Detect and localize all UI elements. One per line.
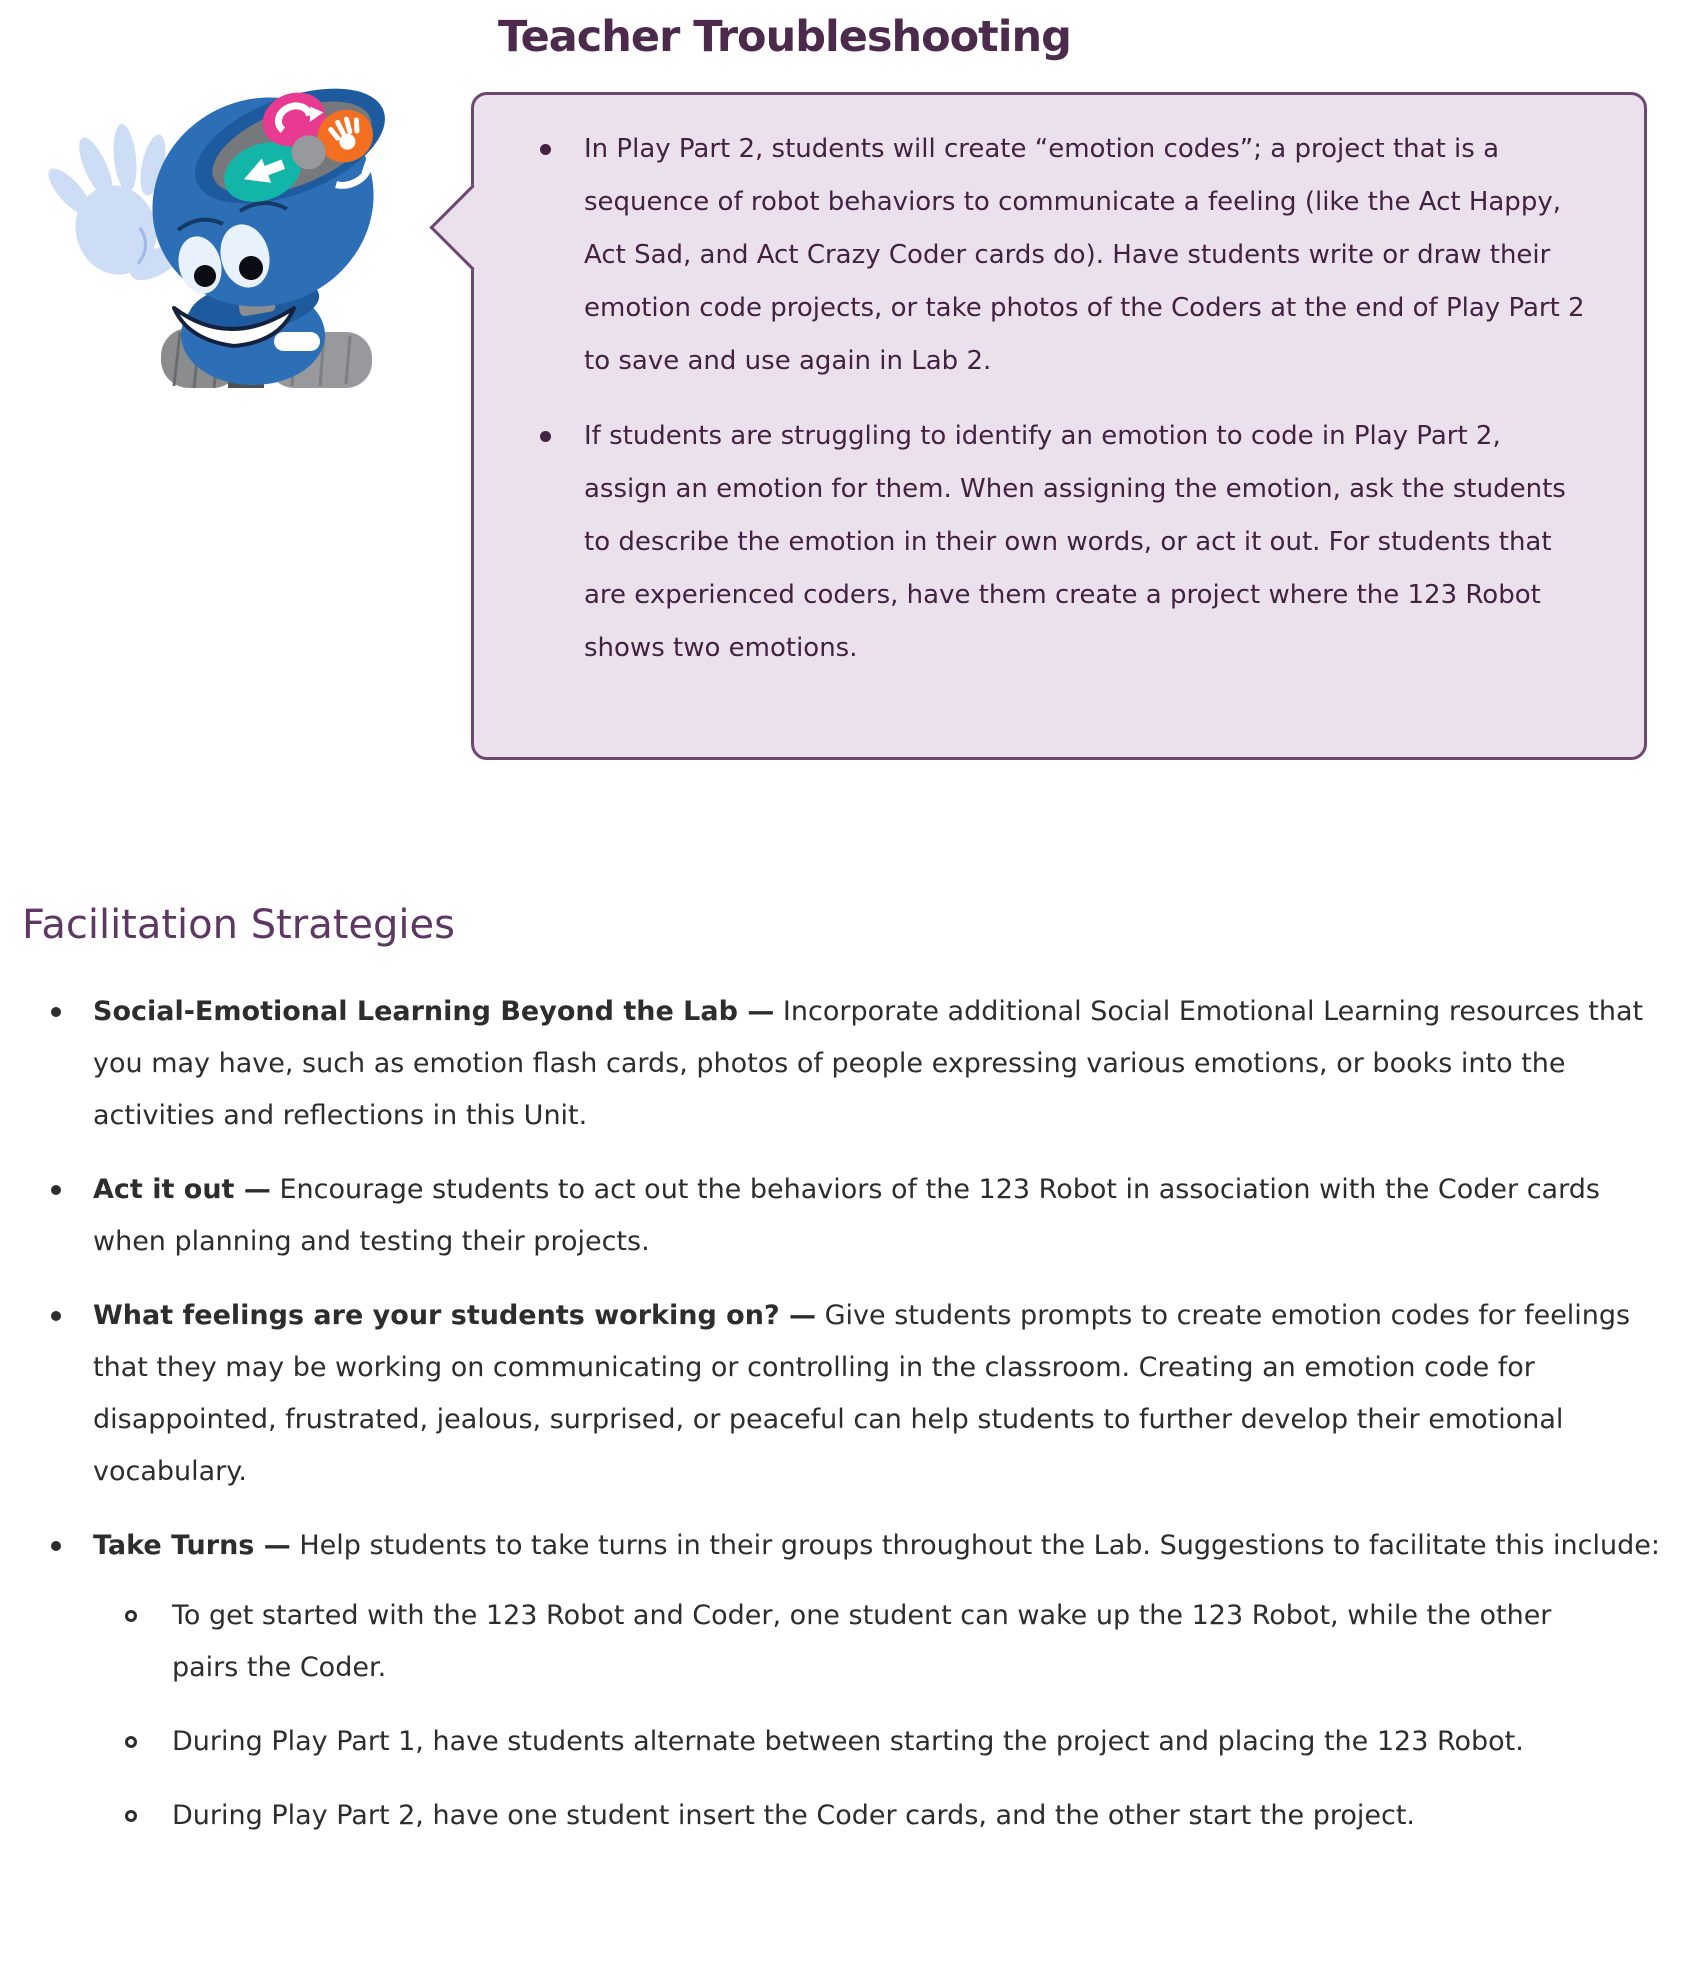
strategy-item [0, 1290, 1664, 1498]
123-robot-icon [28, 80, 413, 395]
strategy-text: Encourage students to act out the behaviors of the 123 Robot in association with the Coder cards when planning and testing their projects. [93, 1174, 1600, 1257]
speech-bubble-item [474, 410, 1586, 675]
strategy-lead: Take Turns — [93, 1530, 291, 1561]
strategy-item [0, 1520, 1664, 1842]
bubble-text: If students are struggling to identify an emotion to code in Play Part 2, assign an emotion for them. When assigning the emotion, ask the students to describe the emotion in their own words, or act it out. For students that are experienced coders, have them create a project where the 123 Robot shows two emotions. [584, 421, 1566, 663]
strategy-text: Incorporate additional Social Emotional Learning resources that you may have, such as emotion flash cards, photos of people expressing various emotions, or books into the activities and reflections in this Unit. [93, 996, 1644, 1131]
bubble-text: In Play Part 2, students will create “emotion codes”; a project that is a sequence of robot behaviors to communicate a feeling (like the Act Happy, Act Sad, and Act Crazy Coder cards do). Have students write or draw their emotion code projects, or take photos of the Coders at the end of Play Part 2 to save and use again in Lab 2. [584, 134, 1585, 376]
page-title: Teacher Troubleshooting [498, 12, 1071, 62]
strategy-lead: Act it out — [93, 1174, 271, 1205]
strategy-text: Help students to take turns in their groups throughout the Lab. Suggestions to facilitate this include: [290, 1530, 1660, 1561]
sub-strategy-item: During Play Part 2, have one student insert the Coder cards, and the other start the project. [93, 1790, 1664, 1842]
speech-bubble-item [474, 123, 1586, 388]
sub-strategy-item: During Play Part 1, have students alternate between starting the project and placing the 123 Robot. [93, 1716, 1664, 1768]
strategy-item [0, 1164, 1664, 1268]
strategy-item [0, 986, 1664, 1142]
strategy-lead: Social-Emotional Learning Beyond the Lab — [93, 996, 775, 1027]
section-heading: Facilitation Strategies [22, 902, 455, 948]
robot-head [119, 80, 407, 346]
speech-bubble-list [474, 95, 1644, 675]
facilitation-strategies-section [0, 902, 1688, 1864]
strategy-text: Give students prompts to create emotion codes for feelings that they may be working on communicating or controlling in the classroom. Creating an emotion code for disappointed, frustrated, jealous, surprised, or peaceful can help students to further develop their emotional vocabulary. [93, 1300, 1631, 1487]
sub-strategy-item: To get started with the 123 Robot and Coder, one student can wake up the 123 Robot, while the other pairs the Coder. [93, 1590, 1664, 1694]
strategy-lead: What feelings are your students working on? — [93, 1300, 817, 1331]
strategy-list [0, 986, 1688, 1842]
take-turns-sub-list [93, 1590, 1664, 1842]
robot-mascot-illustration [28, 80, 413, 395]
speech-bubble [471, 92, 1647, 760]
